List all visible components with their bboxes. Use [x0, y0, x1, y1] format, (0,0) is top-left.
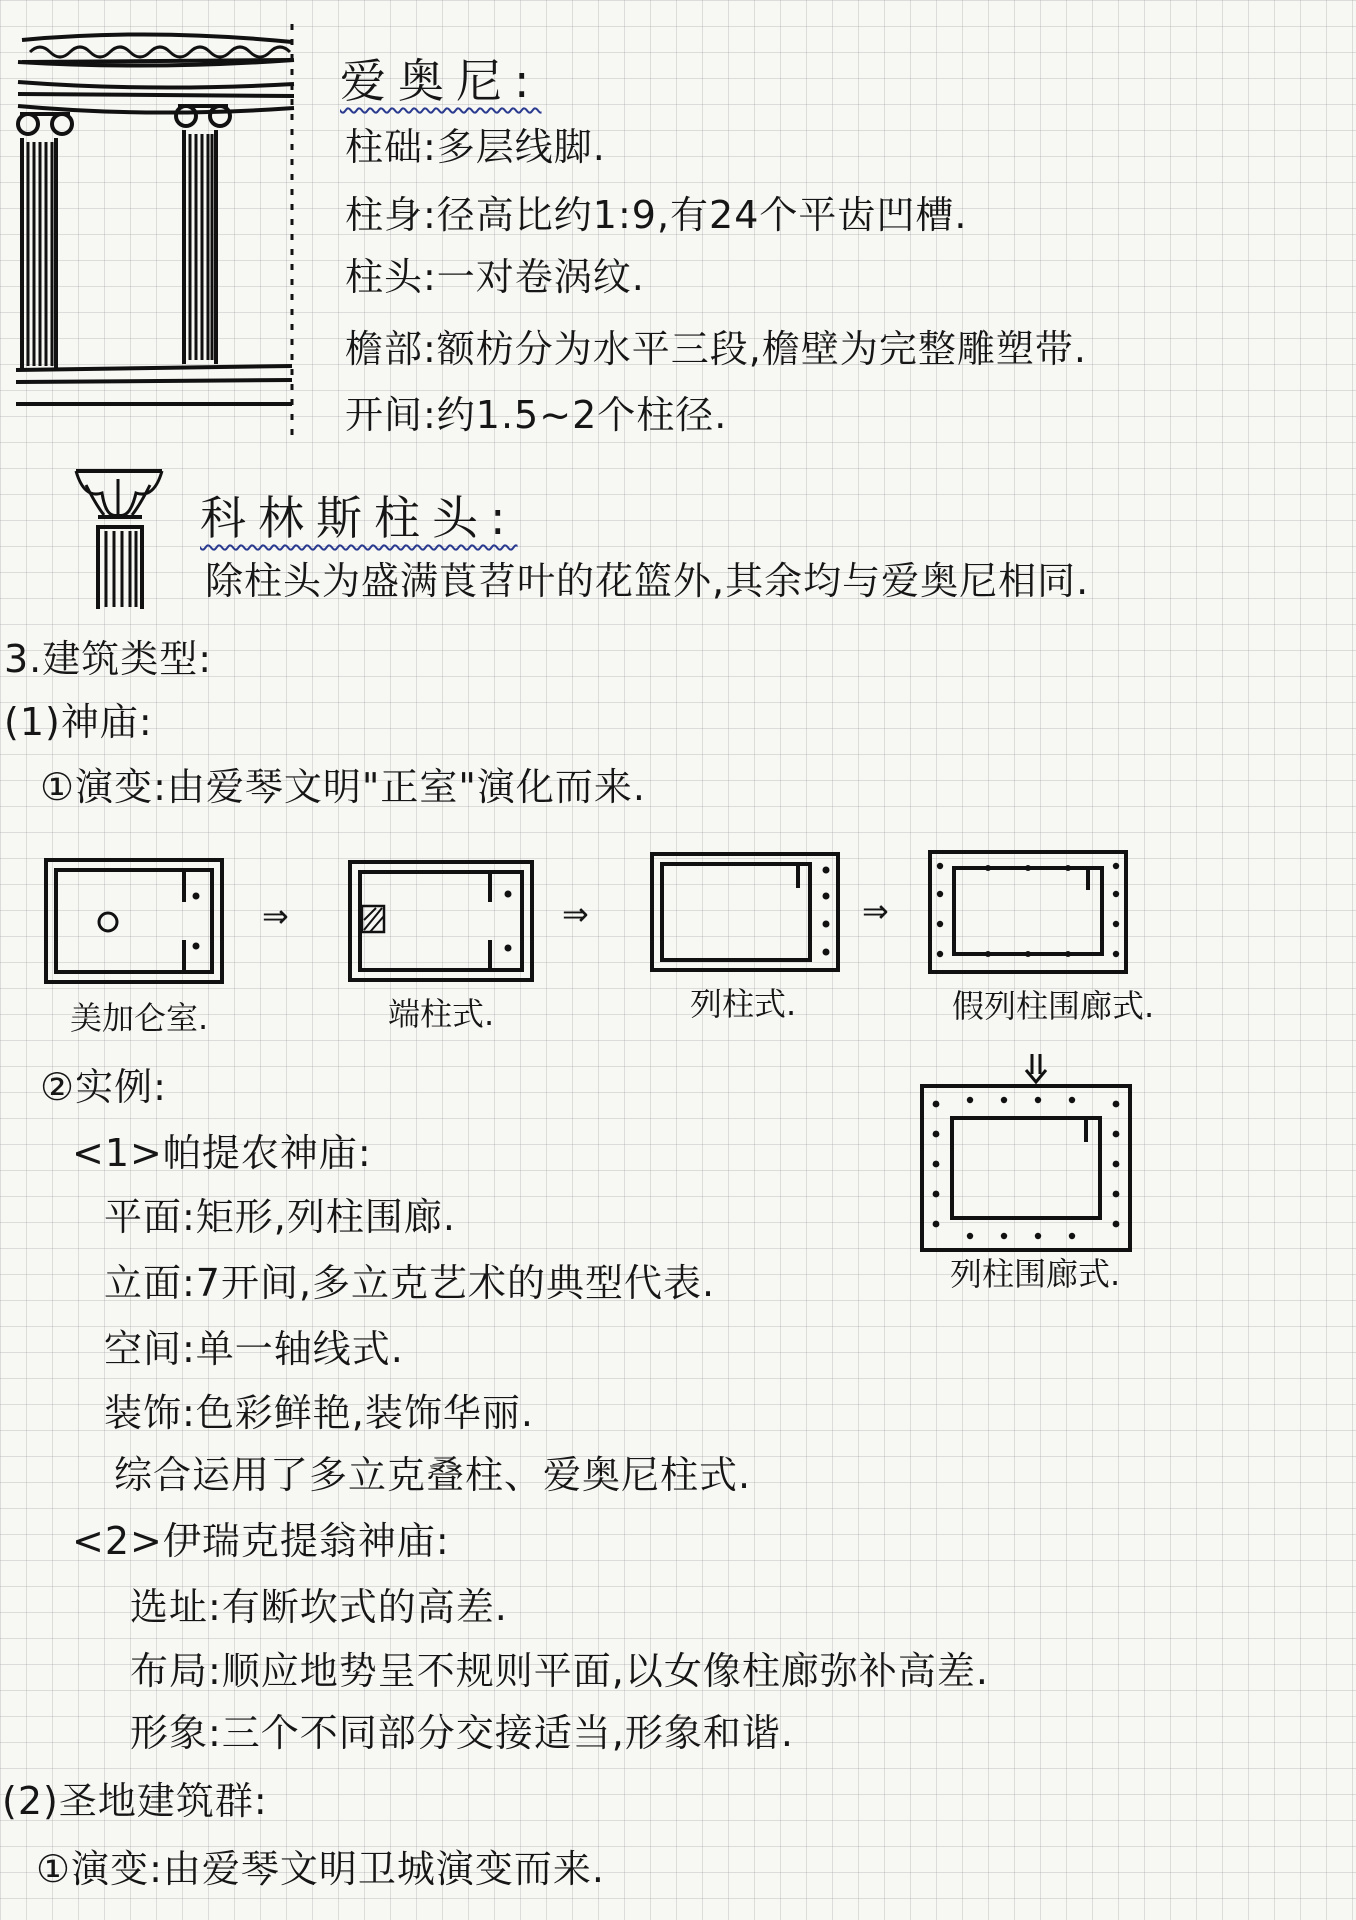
- ionic-shaft: 柱身:径高比约1:9,有24个平齿凹槽.: [345, 193, 968, 237]
- temple-heading: (1)神庙:: [4, 700, 153, 744]
- corinthian-capital-sketch: [70, 465, 170, 615]
- erechtheion-site: 选址:有断坎式的高差.: [130, 1585, 508, 1629]
- parthenon-plan: 平面:矩形,列柱围廊.: [104, 1195, 456, 1239]
- peripteral-plan: [920, 1084, 1132, 1254]
- plan-label-megaron: 美加仑室.: [70, 999, 209, 1037]
- arrow-2: ⇒: [562, 895, 589, 933]
- arrow-1: ⇒: [262, 897, 289, 935]
- parthenon-heading: <1>帕提农神庙:: [72, 1131, 372, 1175]
- pseudo-peripteral-plan: [928, 850, 1128, 974]
- ionic-title: 爱奥尼:: [340, 54, 542, 108]
- in-antis-plan: [348, 860, 534, 982]
- ionic-order-sketch: [0, 0, 300, 440]
- prostyle-plan: [650, 852, 840, 972]
- ionic-capital: 柱头:一对卷涡纹.: [345, 255, 645, 299]
- ionic-base: 柱础:多层线脚.: [345, 125, 606, 169]
- sanctuary-heading: (2)圣地建筑群:: [2, 1779, 268, 1823]
- parthenon-space: 空间:单一轴线式.: [104, 1327, 404, 1371]
- parthenon-decoration: 装饰:色彩鲜艳,装饰华丽.: [104, 1391, 534, 1435]
- plan-label-prostyle: 列柱式.: [690, 985, 797, 1023]
- corinthian-desc: 除柱头为盛满莨苕叶的花篮外,其余均与爱奥尼相同.: [205, 559, 1090, 603]
- examples-heading: ②实例:: [40, 1065, 167, 1109]
- arrow-3: ⇒: [862, 892, 889, 930]
- plan-label-pseudo-peripteral: 假列柱围廊式.: [952, 987, 1155, 1025]
- sanctuary-evolution: ①演变:由爱琴文明卫城演变而来.: [36, 1847, 605, 1891]
- corinthian-title: 科林斯柱头:: [200, 491, 518, 545]
- plan-label-in-antis: 端柱式.: [388, 995, 495, 1033]
- ionic-bay: 开间:约1.5~2个柱径.: [345, 393, 728, 437]
- erechtheion-layout: 布局:顺应地势呈不规则平面,以女像柱廊弥补高差.: [130, 1649, 989, 1693]
- erechtheion-heading: <2>伊瑞克提翁神庙:: [72, 1519, 450, 1563]
- plan-label-peripteral: 列柱围廊式.: [950, 1255, 1121, 1293]
- parthenon-orders: 综合运用了多立克叠柱、爱奥尼柱式.: [114, 1453, 752, 1497]
- section3-heading: 3.建筑类型:: [4, 637, 213, 681]
- down-arrow: [1020, 1052, 1052, 1086]
- megaron-plan: [44, 858, 224, 986]
- ionic-entablature: 檐部:额枋分为水平三段,檐壁为完整雕塑带.: [345, 327, 1087, 371]
- erechtheion-image: 形象:三个不同部分交接适当,形象和谐.: [130, 1711, 794, 1755]
- temple-evolution: ①演变:由爱琴文明"正室"演化而来.: [40, 765, 646, 809]
- parthenon-elevation: 立面:7开间,多立克艺术的典型代表.: [104, 1261, 716, 1305]
